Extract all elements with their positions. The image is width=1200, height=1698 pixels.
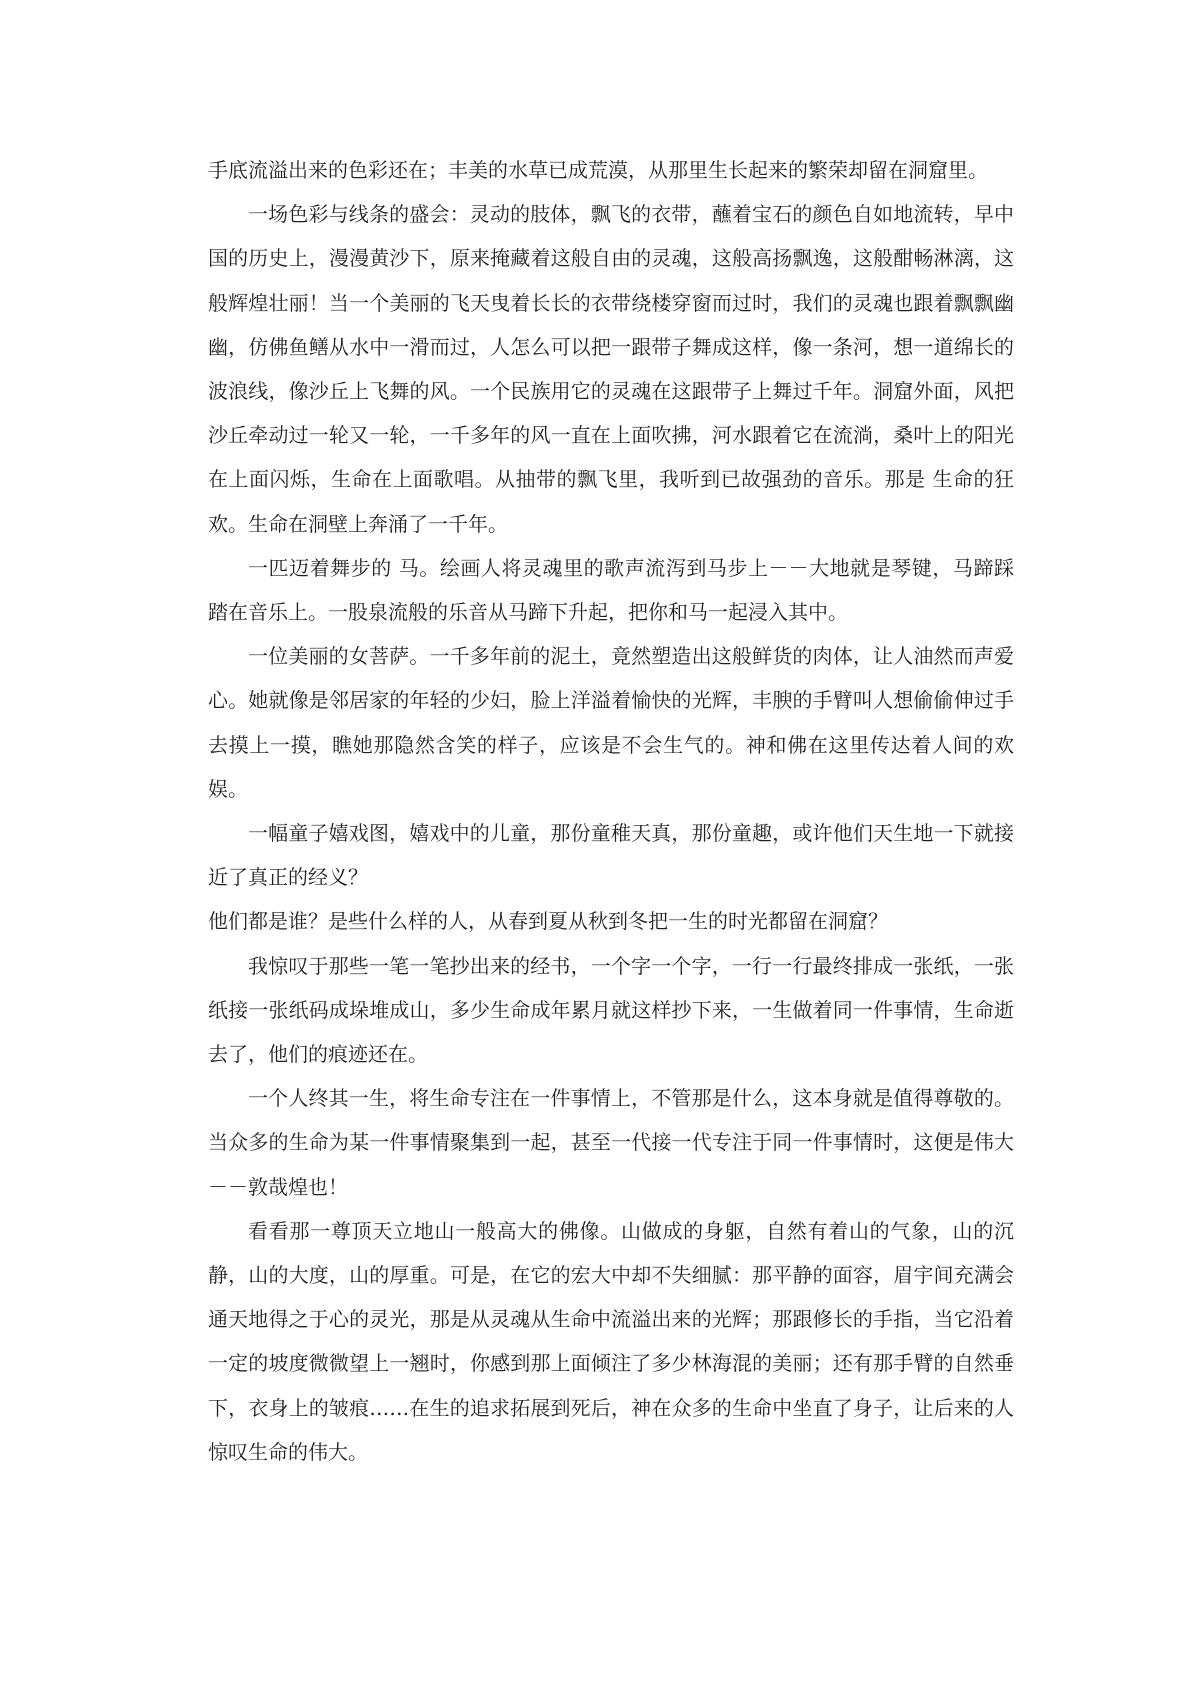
paragraph: 一个人终其一生，将生命专注在一件事情上，不管那是什么，这本身就是值得尊敬的。当众多的生命为某一件事情聚集到一起，甚至一代接一代专注于同一件事情时，这便是伟大－－敦哉煌也！ [208,1086,1014,1199]
paragraph: 一场色彩与线条的盛会：灵动的肢体，飘飞的衣带，蘸着宝石的颜色自如地流转，早中国的历史上，漫漫黄沙下，原来掩藏着这般自由的灵魂，这般高扬飘逸，这般酣畅淋漓，这般辉煌壮丽！当一个美丽的飞天曳着长长的衣带绕楼穿窗而过时，我们的灵魂也跟着飘飘幽幽，仿佛鱼鳝从水中一滑而过，人怎么可以把一跟带子舞成这样，像一条河，想一道绵长的波浪线，像沙丘上飞舞的风。一个民族用它的灵魂在这跟带子上舞过千年。洞窟外面，风把沙丘牵动过一轮又一轮，一千多年的风一直在上面吹拂，河水跟着它在流淌，桑叶上的阳光在上面闪烁，生命在上面歌唱。从抽带的飘飞里，我听到已故强劲的音乐。那是 生命的狂欢。生命在洞壁上奔涌了一千年。 [208,202,1014,536]
paragraph: 我惊叹于那些一笔一笔抄出来的经书，一个字一个字，一行一行最终排成一张纸，一张纸接一张纸码成垛堆成山，多少生命成年累月就这样抄下来，一生做着同一件事情，生命逝去了，他们的痕迹还在。 [208,953,1014,1067]
paragraph: 一位美丽的女菩萨。一千多年前的泥土，竟然塑造出这般鲜货的肉体，让人油然而声爱心。她就像是邻居家的年轻的少妇，脸上洋溢着愉快的光辉，丰腴的手臂叫人想偷偷伸过手去摸上一摸，瞧她那隐然含笑的样子，应该是不会生气的。神和佛在这里传达着人间的欢娱。 [208,644,1014,801]
paragraph: 一幅童子嬉戏图，嬉戏中的儿童，那份童稚天真，那份童趣，或许他们天生地一下就接近了真正的经义？ [208,821,1014,890]
paragraph: 看看那一尊顶天立地山一般高大的佛像。山做成的身躯，自然有着山的气象，山的沉静，山的大度，山的厚重。可是，在它的宏大中却不失细腻：那平静的面容，眉宇间充满会通天地得之于心的灵光，那是从灵魂从生命中流溢出来的光辉；那跟修长的手指，当它沿着一定的坡度微微望上一翘时，你感到那上面倾注了多少林海混的美丽；还有那手臂的自然垂下，衣身上的皱痕……在生的追求拓展到死后，神在众多的生命中坐直了身子，让后来的人惊叹生命的伟大。 [208,1218,1014,1464]
paragraph: 他们都是谁？是些什么样的人，从春到夏从秋到冬把一生的时光都留在洞窟？ [208,909,888,934]
paragraph: 一匹迈着舞步的 马。绘画人将灵魂里的歌声流泻到马步上－－大地就是琴键，马蹄踩踏在音乐上。一股泉流般的乐音从马蹄下升起，把你和马一起浸入其中。 [208,555,1014,625]
document-body [208,148,1014,1474]
paragraph: 手底流溢出来的色彩还在；丰美的水草已成荒漠，从那里生长起来的繁荣却留在洞窟里。 [208,158,988,182]
